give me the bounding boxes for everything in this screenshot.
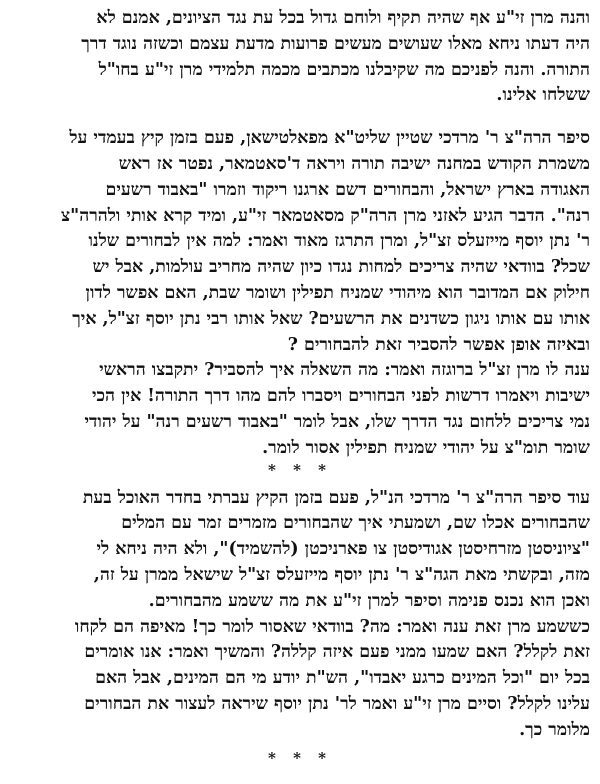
spacer xyxy=(10,109,590,126)
text-line: נמי צריכים ללחום נגד הדרך שלו, אבל לומר "באבוד רשעים רנה" על יהודי xyxy=(84,411,590,432)
section-separator: * * * xyxy=(268,748,332,767)
text-line: ר' נתן יוסף מייזעלס זצ"ל, ומרן התרגז מאוד ואמר: למה אין לבחורים שלנו xyxy=(88,231,590,252)
text-line: ובאיזה אופן אפשר להסביר זאת להבחורים ? xyxy=(287,334,590,355)
text-line: כששמע מרן זאת ענה ואמר: מה? בוודאי שאסור לומר כך! מאיפה הם לקחו xyxy=(74,616,590,637)
text-line: שהבחורים אכלו שם, ושמעתי איך שהבחורים מזמרים זמר עם המלים xyxy=(121,513,590,534)
text-line: עוד סיפר הרה"צ ר' מרדכי הנ"ל, פעם בזמן הקיץ עברתי בחדר האוכל בעת xyxy=(82,487,590,508)
text-line: משמרת הקודש במחנה ישיבה תורה ויראה ד'סאטמאר, נפטר אז ראש xyxy=(118,153,590,174)
text-line: עלינו לקלל? וסיים מרן זי"ע ואמר לר' נתן יוסף שיראה לעצור את הבחורים xyxy=(84,693,590,714)
paragraph-intro xyxy=(10,6,590,109)
text-line: מזה, ובקשתי מאת הגה"צ ר' נתן יוסף מייזעלס זצ"ל שישאל ממרן על זה, xyxy=(93,564,590,585)
section-separator: * * * xyxy=(268,460,332,479)
text-line: סיפר הרה"צ ר' מרדכי שטיין שליט"א מפאלטישאן, פעם בזמן קיץ בעמדי על xyxy=(69,128,590,149)
text-line: שכל? בוודאי שהיה צריכים למחות נגדו כיון שהיה מחריב עולמות, אבל יש xyxy=(92,257,590,278)
text-line: חילוק אם המדובר הוא מיהודי שמניח תפילין ושומר שבת, האם אפשר לדון xyxy=(85,282,590,303)
text-line: שומר תומ"צ על יהודי שמניח תפילין אסור לומר. xyxy=(262,437,590,458)
text-line: בכל יום "וכל המינים כרגע יאבדו", הש"ת יודע מי הם המינים, אבל האם xyxy=(95,668,590,689)
paragraph-answer-one xyxy=(10,358,590,461)
text-line: היה דעתו ניחא מאלו שעושים מעשים פרועות מדעת עצמם וכשזה נוגד דרך xyxy=(81,33,590,54)
text-line: רנה". הדבר הגיע לאזני מרן הרה"ק מסאטמאר זי"ע, ומיד קרא אותי ולהרה"צ xyxy=(61,205,590,226)
text-line: ישיבות ויאמרו דרשות לפני הבחורים ויסברו להם מהו דרך התורה! אין הכי xyxy=(91,386,590,407)
text-line: ששלחו אלינו. xyxy=(496,85,590,106)
text-line: מלומר כך. xyxy=(519,719,590,740)
text-line: ענה לו מרן זצ"ל ברוגזה ואמר: מה השאלה איך להסביר? יתקבצו הראשי xyxy=(99,360,590,381)
text-line: אותו עם אותו ניגון כשדנים את הרשעים? שאל אותו רבי נתן יוסף זצ"ל, איך xyxy=(72,308,590,329)
text-line: התורה. והנה לפניכם מה שקיבלנו מכתבים מכמה תלמידי מרן זי"ע בחו"ל xyxy=(98,59,590,80)
text-line: והנה מרן זי"ע אף שהיה תקיף ולוחם גדול בכל עת נגד הציונים, אמנם לא xyxy=(96,8,590,28)
text-line: האגודה בארץ ישראל, והבחורים דשם ארגנו ריקוד וזמרו "באבוד רשעים xyxy=(105,179,590,200)
paragraph-answer-two xyxy=(10,615,590,744)
paragraph-story-one xyxy=(10,126,590,358)
paragraph-story-two xyxy=(10,486,590,615)
text-line: זאת לקלל? האם שמעו ממני פעם איזה קללה? והמשיך ואמר: אנו אומרים xyxy=(84,642,590,663)
spacer xyxy=(10,478,590,486)
text-line: ואכן הוא נכנס פנימה וסיפר למרן זי"ע את מה ששמע מהבחורים. xyxy=(148,590,590,611)
text-line: "ציוניסטן מזרחיסטן אגודיסטן צו פארניכטן (להשמיד)", ולא היה ניחא לי xyxy=(96,539,590,560)
